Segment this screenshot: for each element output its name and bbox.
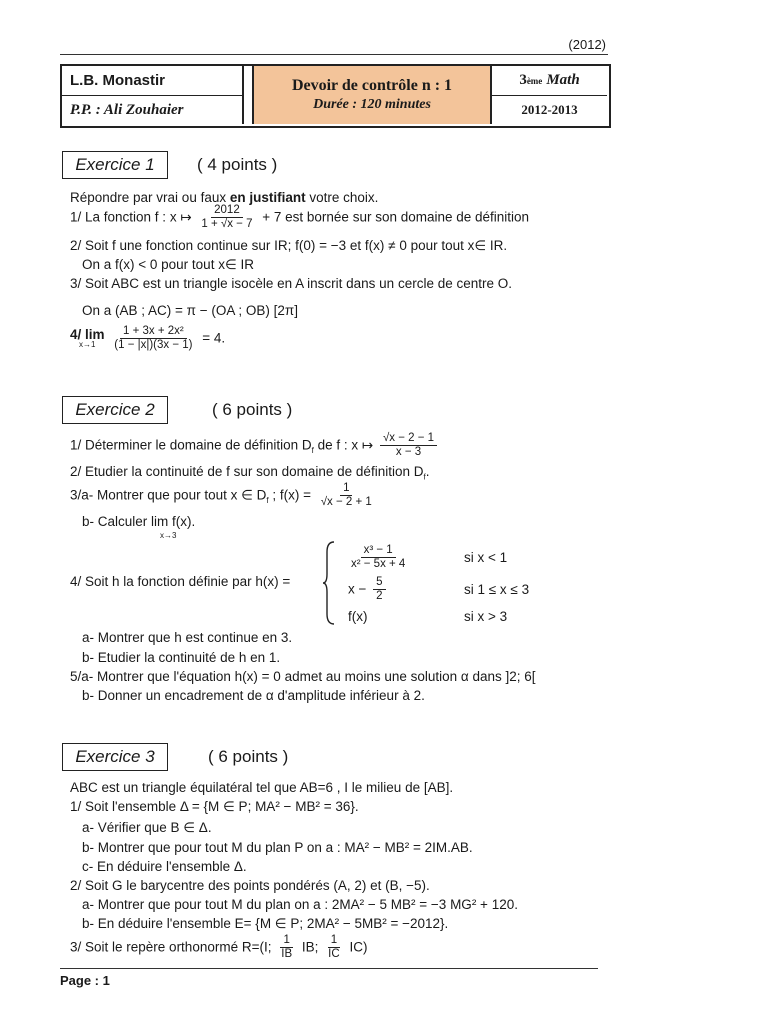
case2-fraction	[373, 576, 385, 603]
ex2-q3a-fraction	[318, 482, 375, 509]
ex1-q4-lim-label: 4/ lim	[70, 326, 105, 342]
ex1-q4-lim	[70, 328, 105, 350]
ex1-q4-den: (1 − |x|)(3x − 1)	[114, 339, 193, 352]
case1-condition: si x < 1	[464, 550, 508, 565]
ex3-intro: ABC est un triangle équilatéral tel que AB=6 , I le milieu de [AB].	[70, 780, 454, 795]
ex2-q5a: 5/a- Montrer que l'équation h(x) = 0 admet au moins une solution α dans ]2; 6[	[70, 669, 536, 684]
class-subject: Math	[546, 72, 580, 88]
class-cell	[492, 66, 607, 96]
ex3-q2b: b- En déduire l'ensemble E= {M ∈ P; 2MA² − 5MB² = −2012}.	[82, 916, 449, 931]
ex3-q2: 2/ Soit G le barycentre des points pondérés (A, 2) et (B, −5).	[70, 878, 430, 893]
ex1-q1-b: + 7 est bornée sur son domaine de définition	[262, 209, 530, 225]
ex3-q3-v2: IC)	[349, 939, 368, 955]
ex3-q3-frac1	[278, 934, 295, 961]
case2-expr: x −	[348, 581, 367, 597]
ex1-q4-lim-sub: x→1	[79, 340, 96, 350]
ex1-intro-c: votre choix.	[305, 190, 379, 205]
ex2-q2-text: 2/ Etudier la continuité de f sur son domaine de définition D	[70, 464, 424, 479]
ex3-q1c: c- En déduire l'ensemble Δ.	[82, 859, 247, 874]
ex1-q1	[70, 204, 529, 231]
school-name: L.B. Monastir	[62, 66, 244, 96]
ex1-q2: 2/ Soit f une fonction continue sur IR; f(0) = −3 et f(x) ≠ 0 pour tout x∈ IR.	[70, 238, 508, 253]
ex1-q3: 3/ Soit ABC est un triangle isocèle en A inscrit dans un cercle de centre O.	[70, 276, 512, 291]
ex3-q1: 1/ Soit l'ensemble Δ = {M ∈ P; MA² − MB² = 36}.	[70, 799, 359, 814]
ex2-q1-fraction	[380, 432, 437, 459]
exercise-1-points: ( 4 points )	[197, 155, 278, 174]
ex2-q3a-text: 3/a- Montrer que pour tout x ∈ D	[70, 487, 267, 503]
ex3-q3-v1: IB;	[301, 939, 319, 955]
exercise-3-title: Exercice 3	[62, 743, 168, 771]
exam-duration: Durée : 120 minutes	[313, 97, 431, 112]
ex2-q3a-b: ; f(x) =	[268, 487, 311, 503]
ex1-q3b: On a (AB ; AC) = π − (OA ; OB) [2π]	[82, 303, 298, 318]
case2-num: 5	[373, 576, 385, 590]
ex1-q1-fraction	[198, 204, 255, 231]
school-year: 2012-2013	[521, 102, 578, 117]
ex2-q1-a: 1/ Déterminer le domaine de définition D	[70, 437, 312, 453]
ex2-q5b: b- Donner un encadrement de α d'amplitude inférieur à 2.	[82, 688, 425, 703]
header-table	[60, 64, 611, 128]
top-rule	[60, 54, 608, 55]
ex1-q4	[70, 325, 225, 352]
exam-title: Devoir de contrôle n : 1	[291, 77, 453, 94]
ex2-q3b-sub: x→3	[160, 531, 177, 540]
case1-fraction	[348, 544, 408, 571]
professor-name: P.P. : Ali Zouhaier	[62, 96, 244, 124]
ex3-q3-f2-num: 1	[328, 934, 340, 948]
ex1-q4-b: = 4.	[202, 330, 226, 346]
case2-condition: si 1 ≤ x ≤ 3	[464, 582, 530, 597]
case2-den: 2	[376, 590, 383, 603]
ex3-q3-f1-den: IB	[281, 948, 293, 961]
ex2-q4: 4/ Soit h la fonction définie par h(x) =	[70, 574, 291, 589]
case1-num: x³ − 1	[361, 544, 396, 558]
ex2-q4b: b- Etudier la continuité de h en 1.	[82, 650, 281, 665]
ex3-q3-frac2	[325, 934, 343, 961]
case1-expression	[345, 544, 411, 571]
class-level: 3	[519, 72, 527, 88]
exercise-2-points: ( 6 points )	[212, 400, 293, 419]
case3-expression: f(x)	[348, 609, 368, 624]
page-number: Page : 1	[60, 973, 110, 988]
ex3-q1a: a- Vérifier que B ∈ Δ.	[82, 820, 212, 835]
case1-den: x² − 5x + 4	[351, 558, 406, 571]
ex3-q3-a: 3/ Soit le repère orthonormé R=(I;	[70, 939, 272, 955]
ex1-q1-num: 2012	[211, 204, 243, 218]
ex1-q1-den: 1 + √x − 7	[201, 218, 253, 231]
ex1-intro	[70, 190, 378, 205]
ex1-q4-fraction	[111, 325, 195, 352]
ex2-q2-sub: f	[423, 472, 426, 482]
piecewise-brace	[322, 540, 336, 626]
ex2-q1-b: de f : x ↦	[313, 437, 374, 453]
ex1-q4-num: 1 + 3x + 2x²	[120, 325, 187, 339]
class-sup: ème	[526, 75, 543, 86]
ex2-q3a-den: √x − 2 + 1	[320, 496, 372, 509]
ex3-q3	[70, 934, 367, 961]
ex2-q1-sub: f	[311, 445, 314, 455]
case3-condition: si x > 3	[464, 609, 508, 624]
ex3-q3-f2-den: IC	[328, 948, 340, 961]
case2-expression	[348, 576, 389, 603]
ex3-q2a: a- Montrer que pour tout M du plan on a : 2MA² − 5 MB² = −3 MG² + 120.	[82, 897, 518, 912]
exercise-2-title: Exercice 2	[62, 396, 168, 424]
ex1-intro-a: Répondre par vrai ou faux	[70, 190, 230, 205]
ex2-q3a	[70, 482, 378, 509]
ex2-q4a: a- Montrer que h est continue en 3.	[82, 630, 293, 645]
ex2-q1-num: √x − 2 − 1	[380, 432, 437, 446]
exam-title-cell	[252, 66, 492, 124]
ex2-q1	[70, 432, 440, 459]
ex2-q3b: b- Calculer lim f(x).	[82, 514, 196, 529]
ex3-q3-f1-num: 1	[280, 934, 292, 948]
ex1-q1-a: 1/ La fonction f : x ↦	[70, 209, 192, 225]
bottom-rule	[60, 968, 598, 969]
ex2-q1-den: x − 3	[395, 446, 422, 459]
year-tag: (2012)	[568, 37, 606, 52]
exercise-1-title: Exercice 1	[62, 151, 168, 179]
ex1-intro-bold: en justifiant	[229, 190, 306, 205]
ex1-q2b: On a f(x) < 0 pour tout x∈ IR	[82, 257, 254, 272]
ex3-q1b: b- Montrer que pour tout M du plan P on a : MA² − MB² = 2IM.AB.	[82, 840, 473, 855]
ex2-q3a-sub: f	[266, 495, 269, 505]
ex2-q2: 2/ Etudier la continuité de f sur son domaine de définition $D_f$.	[70, 464, 430, 482]
exercise-3-points: ( 6 points )	[208, 747, 289, 766]
ex2-q3a-num: 1	[340, 482, 352, 496]
